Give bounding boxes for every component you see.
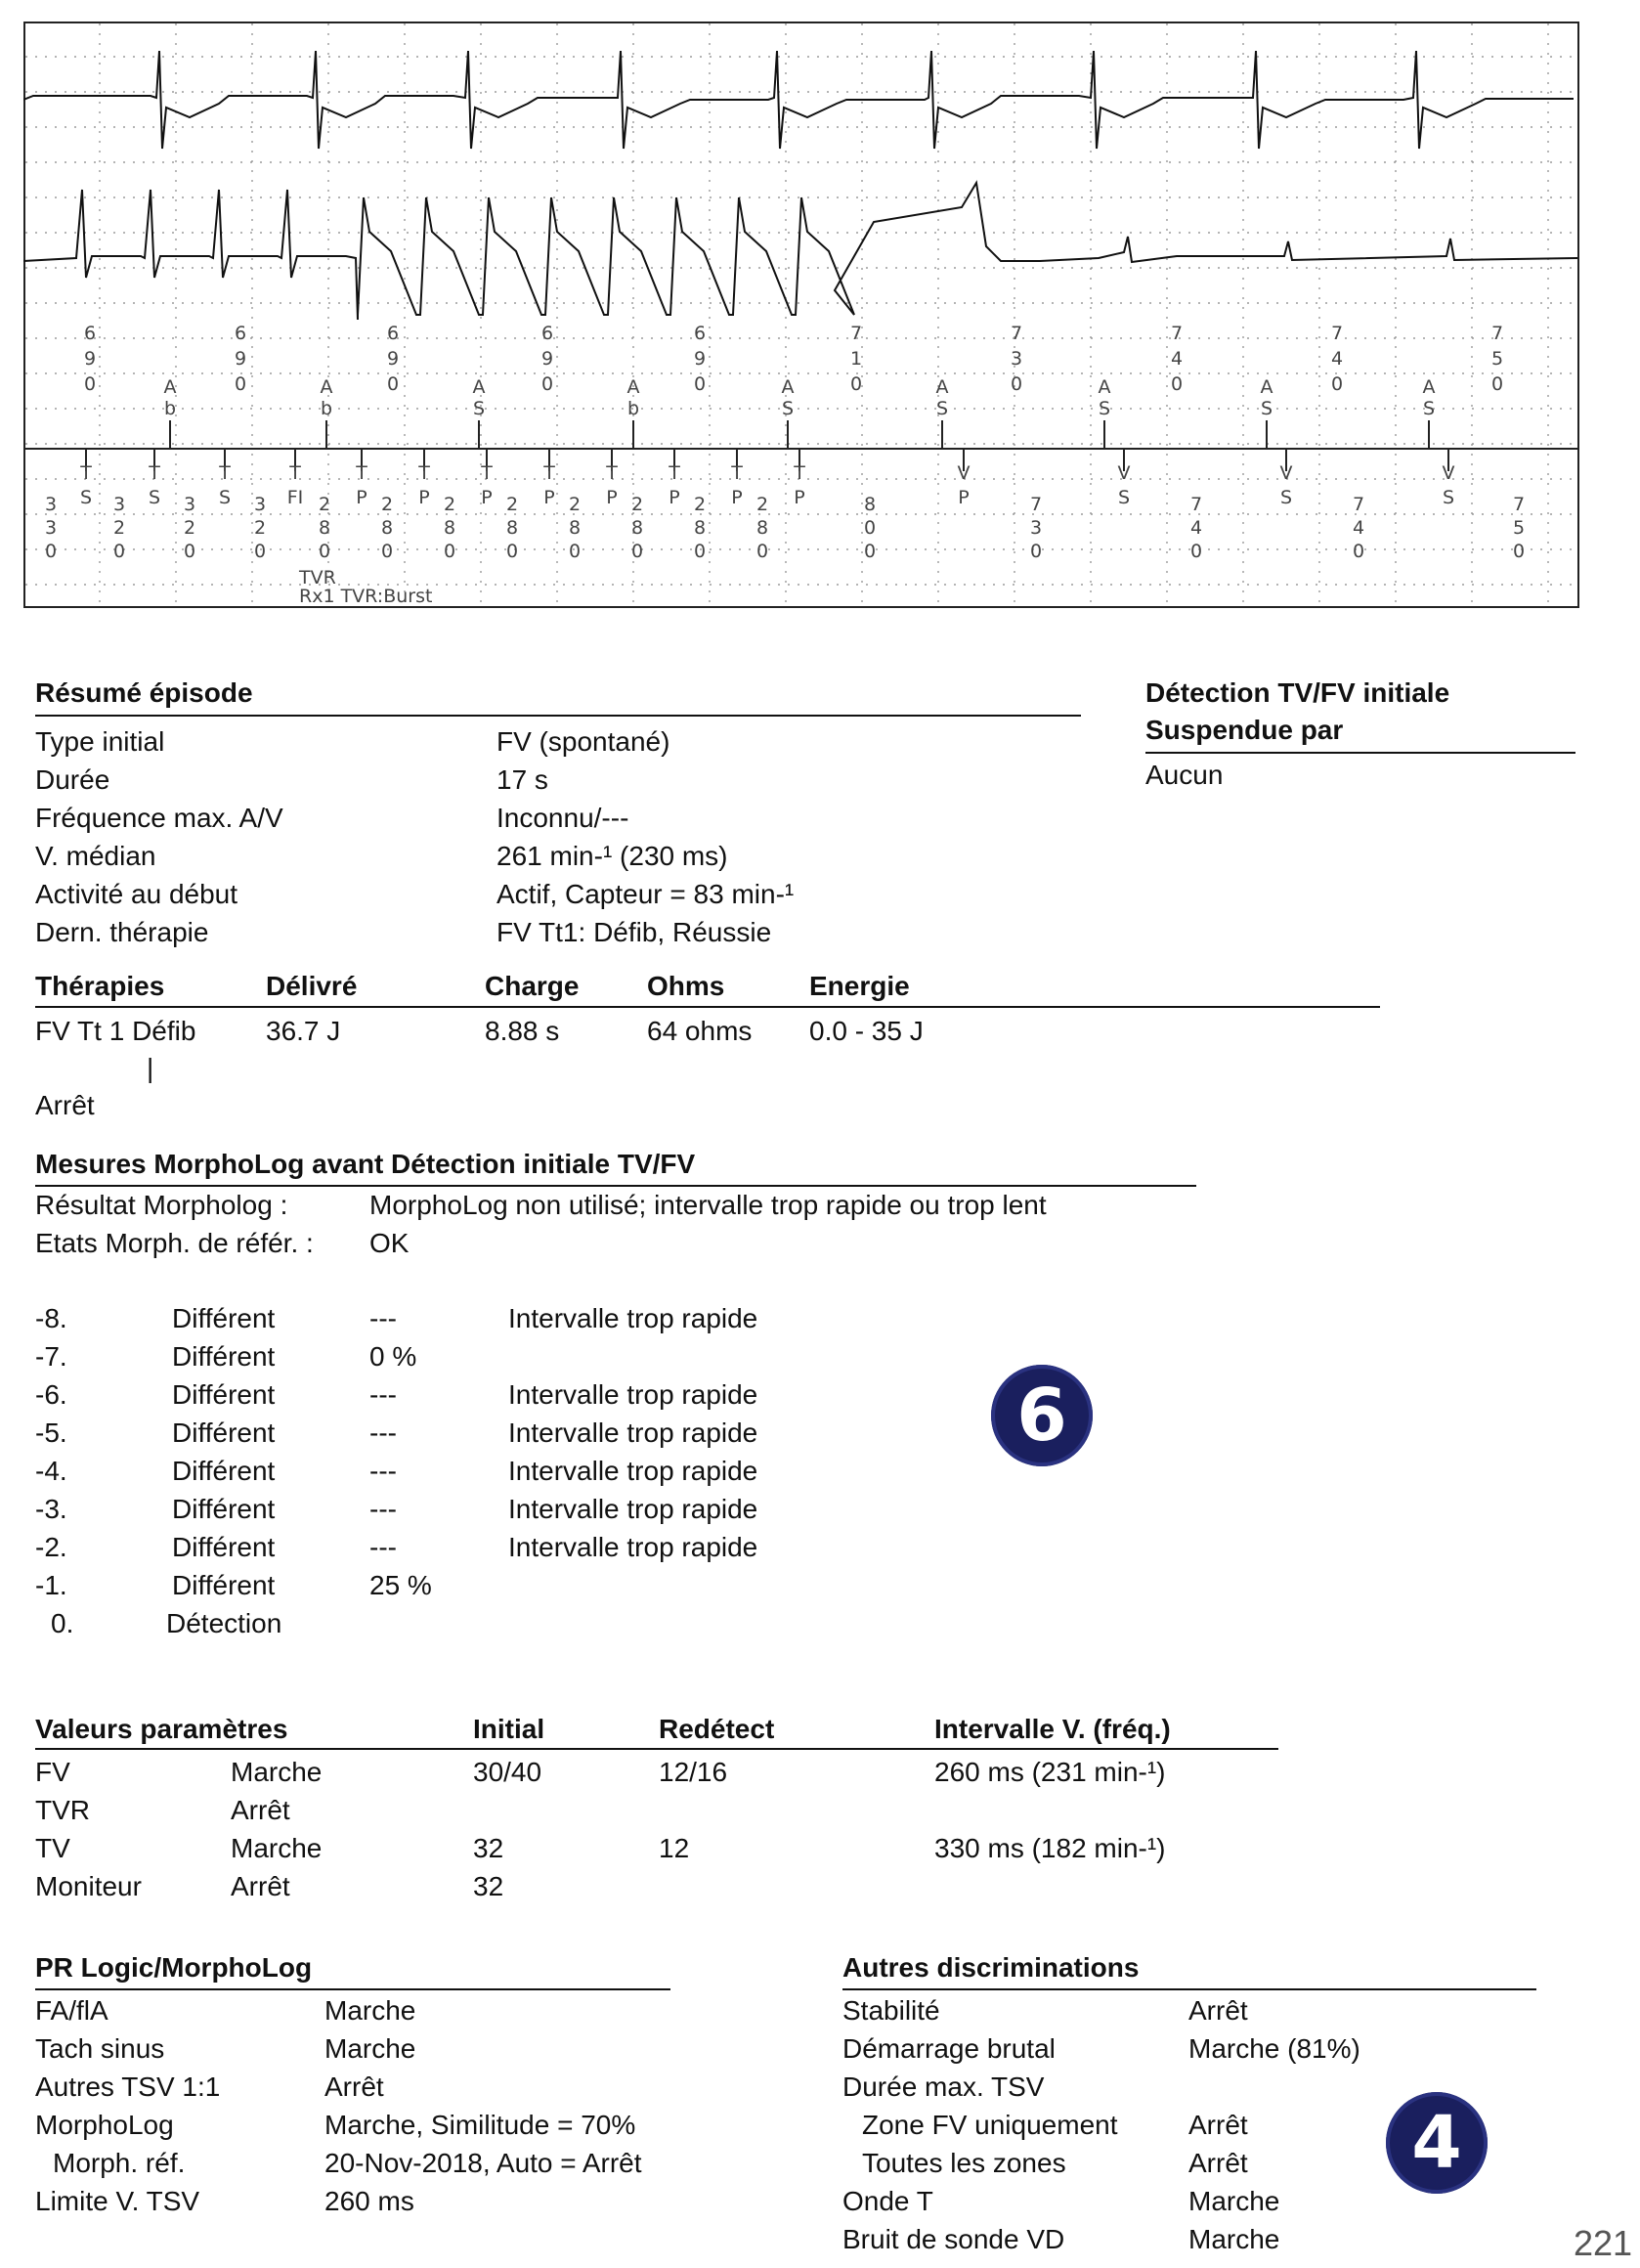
vent-marker-letter: T bbox=[669, 462, 680, 484]
vent-marker-letter: P bbox=[794, 487, 805, 508]
vent-interval-digit: 0 bbox=[505, 541, 519, 562]
vent-interval-digit: 8 bbox=[443, 517, 456, 539]
atrial-interval-digit: 0 bbox=[83, 373, 97, 395]
atrial-interval-digit: 0 bbox=[849, 373, 863, 395]
autres-value: Arrêt bbox=[1188, 2148, 1248, 2178]
autres-label: Stabilité bbox=[842, 1995, 940, 2026]
autres-rule bbox=[842, 1988, 1536, 1990]
atrial-interval-digit: 0 bbox=[540, 373, 554, 395]
atrial-interval-digit: 7 bbox=[1010, 323, 1023, 344]
egm-markers bbox=[45, 323, 1525, 562]
therapies-header-cell: Thérapies bbox=[35, 971, 165, 1001]
atrial-interval-digit: 0 bbox=[693, 373, 707, 395]
atrial-interval-digit: 1 bbox=[849, 348, 863, 370]
morpholog-index: 0. bbox=[51, 1608, 74, 1638]
morpholog-states-label: Etats Morph. de référ. : bbox=[35, 1228, 314, 1258]
morpholog-percent: --- bbox=[369, 1532, 397, 1562]
vent-marker-letter: V bbox=[1117, 462, 1131, 484]
atrial-interval-digit: 0 bbox=[234, 373, 247, 395]
morpholog-note: Intervalle trop rapide bbox=[508, 1303, 758, 1333]
autres-title: Autres discriminations bbox=[842, 1952, 1140, 1983]
morpholog-note: Intervalle trop rapide bbox=[508, 1494, 758, 1524]
atrial-marker-letter: A bbox=[1260, 376, 1273, 398]
prlogic-value: Arrêt bbox=[324, 2072, 384, 2102]
autres-label: Bruit de sonde VD bbox=[842, 2224, 1065, 2254]
vent-interval-digit: 4 bbox=[1352, 517, 1365, 539]
morpholog-status: Différent bbox=[172, 1341, 276, 1372]
atrial-marker-letter: b bbox=[320, 398, 333, 419]
vent-marker-letter: S bbox=[1442, 487, 1455, 508]
atrial-interval-digit: 0 bbox=[1490, 373, 1504, 395]
atrial-interval-digit: 3 bbox=[1010, 348, 1023, 370]
rx-annotation: Rx1 TVR:Burst bbox=[299, 586, 433, 607]
vent-interval-digit: 0 bbox=[183, 541, 196, 562]
vent-marker-letter: V bbox=[1442, 462, 1455, 484]
vent-interval-digit: 7 bbox=[1512, 494, 1526, 515]
vent-interval-digit: 0 bbox=[863, 541, 877, 562]
vent-interval-digit: 0 bbox=[863, 517, 877, 539]
vent-interval-digit: 7 bbox=[1029, 494, 1043, 515]
vent-interval-digit: 8 bbox=[380, 517, 394, 539]
atrial-interval-digit: 7 bbox=[1490, 323, 1504, 344]
params-redetect: 12 bbox=[659, 1833, 690, 1863]
therapies-cell: 64 ohms bbox=[647, 1016, 753, 1046]
morpholog-status: Différent bbox=[172, 1570, 276, 1600]
therapies-cell: 36.7 J bbox=[266, 1016, 341, 1046]
morpholog-result-label: Résultat Morpholog : bbox=[35, 1190, 288, 1220]
vent-marker-letter: T bbox=[418, 462, 430, 484]
resume-label: Activité au début bbox=[35, 879, 238, 909]
morpholog-status: Différent bbox=[172, 1494, 276, 1524]
vent-interval-digit: 7 bbox=[1352, 494, 1365, 515]
atrial-interval-digit: 7 bbox=[849, 323, 863, 344]
atrial-interval-digit: 7 bbox=[1170, 323, 1184, 344]
vent-interval-digit: 2 bbox=[443, 494, 456, 515]
morpholog-status: Détection bbox=[166, 1608, 282, 1638]
morpholog-index: -8. bbox=[35, 1303, 67, 1333]
vent-interval-digit: 0 bbox=[443, 541, 456, 562]
step-badge-4: 4 bbox=[1386, 2092, 1488, 2194]
vent-interval-digit: 2 bbox=[568, 494, 582, 515]
atrial-interval-digit: 7 bbox=[1330, 323, 1344, 344]
vent-interval-digit: 0 bbox=[1352, 541, 1365, 562]
vent-interval-digit: 0 bbox=[755, 541, 769, 562]
params-zone: TV bbox=[35, 1833, 70, 1863]
egm-strip bbox=[23, 22, 1579, 608]
vent-interval-digit: 3 bbox=[253, 494, 267, 515]
morpholog-index: -2. bbox=[35, 1532, 67, 1562]
morpholog-status: Différent bbox=[172, 1456, 276, 1486]
vent-marker-letter: P bbox=[356, 487, 367, 508]
prlogic-label: FA/flA bbox=[35, 1995, 108, 2026]
vent-marker-letter: P bbox=[958, 487, 970, 508]
params-header-cell: Intervalle V. (fréq.) bbox=[934, 1714, 1171, 1744]
resume-value: FV (spontané) bbox=[496, 726, 670, 757]
atrial-interval-digit: 9 bbox=[693, 348, 707, 370]
params-initial: 32 bbox=[473, 1833, 504, 1863]
atrial-interval-digit: 4 bbox=[1330, 348, 1344, 370]
vent-interval-digit: 2 bbox=[693, 494, 707, 515]
vent-interval-digit: 0 bbox=[380, 541, 394, 562]
vent-marker-letter: P bbox=[543, 487, 555, 508]
morpholog-percent: --- bbox=[369, 1379, 397, 1410]
atrial-interval-digit: 9 bbox=[540, 348, 554, 370]
vent-marker-letter: P bbox=[731, 487, 743, 508]
therapies-cell: 0.0 - 35 J bbox=[809, 1016, 924, 1046]
vent-interval-digit: 8 bbox=[630, 517, 644, 539]
prlogic-title: PR Logic/MorphoLog bbox=[35, 1952, 313, 1983]
page-number: 221 bbox=[1574, 2223, 1633, 2263]
vent-marker-letter: S bbox=[218, 487, 232, 508]
vent-marker-letter: S bbox=[79, 487, 93, 508]
autres-value: Arrêt bbox=[1188, 1995, 1248, 2026]
vent-interval-digit: 2 bbox=[318, 494, 331, 515]
morpholog-percent: 0 % bbox=[369, 1341, 417, 1372]
morpholog-note: Intervalle trop rapide bbox=[508, 1379, 758, 1410]
atrial-marker-letter: A bbox=[1422, 376, 1436, 398]
vent-interval-digit: 0 bbox=[1512, 541, 1526, 562]
morpholog-title: Mesures MorphoLog avant Détection initiale TV/FV bbox=[35, 1149, 696, 1179]
morpholog-percent: --- bbox=[369, 1418, 397, 1448]
params-zone: TVR bbox=[35, 1795, 90, 1825]
vent-marker-letter: P bbox=[418, 487, 430, 508]
autres-value: Marche bbox=[1188, 2224, 1280, 2254]
atrial-marker-letter: S bbox=[472, 398, 486, 419]
morpholog-states-value: OK bbox=[369, 1228, 410, 1258]
vent-marker-letter: P bbox=[481, 487, 493, 508]
atrial-interval-digit: 5 bbox=[1490, 348, 1504, 370]
atrial-interval-digit: 0 bbox=[1170, 373, 1184, 395]
prlogic-value: 20-Nov-2018, Auto = Arrêt bbox=[324, 2148, 642, 2178]
atrial-marker-letter: A bbox=[781, 376, 795, 398]
morpholog-index: -4. bbox=[35, 1456, 67, 1486]
morpholog-index: -1. bbox=[35, 1570, 67, 1600]
vent-marker-letter: V bbox=[1279, 462, 1293, 484]
vent-interval-digit: 2 bbox=[630, 494, 644, 515]
autres-label: Zone FV uniquement bbox=[862, 2110, 1118, 2140]
atrial-interval-digit: 6 bbox=[540, 323, 554, 344]
therapies-rule bbox=[35, 1006, 1380, 1008]
resume-label: Type initial bbox=[35, 726, 165, 757]
vent-interval-digit: 0 bbox=[253, 541, 267, 562]
vent-marker-letter: T bbox=[543, 462, 555, 484]
atrial-marker-letter: S bbox=[781, 398, 795, 419]
morpholog-index: -3. bbox=[35, 1494, 67, 1524]
therapies-header-cell: Energie bbox=[809, 971, 910, 1001]
morpholog-status: Différent bbox=[172, 1418, 276, 1448]
vent-marker-letter: S bbox=[148, 487, 161, 508]
vent-interval-digit: 2 bbox=[183, 517, 196, 539]
prlogic-value: 260 ms bbox=[324, 2186, 414, 2216]
atrial-marker-letter: b bbox=[163, 398, 177, 419]
vent-interval-digit: 2 bbox=[253, 517, 267, 539]
atrial-marker-letter: b bbox=[626, 398, 640, 419]
therapies-header-cell: Délivré bbox=[266, 971, 358, 1001]
vent-interval-digit: 0 bbox=[318, 541, 331, 562]
atrial-interval-digit: 6 bbox=[234, 323, 247, 344]
vent-interval-digit: 8 bbox=[568, 517, 582, 539]
detection-title-2: Suspendue par bbox=[1145, 715, 1344, 745]
params-header-cell: Valeurs paramètres bbox=[35, 1714, 288, 1744]
params-state: Marche bbox=[231, 1833, 323, 1863]
params-rule bbox=[35, 1748, 1278, 1750]
vent-interval-digit: 3 bbox=[44, 494, 58, 515]
autres-value: Marche bbox=[1188, 2186, 1280, 2216]
vent-marker-letter: T bbox=[149, 462, 160, 484]
vent-interval-digit: 0 bbox=[44, 541, 58, 562]
morpholog-percent: 25 % bbox=[369, 1570, 432, 1600]
atrial-marker-letter: A bbox=[320, 376, 333, 398]
atrial-marker-letter: S bbox=[935, 398, 949, 419]
vent-interval-digit: 2 bbox=[112, 517, 126, 539]
morpholog-note: Intervalle trop rapide bbox=[508, 1532, 758, 1562]
params-initial: 30/40 bbox=[473, 1757, 542, 1787]
prlogic-label: Morph. réf. bbox=[53, 2148, 186, 2178]
vent-marker-letter: S bbox=[1117, 487, 1131, 508]
vent-interval-digit: 0 bbox=[630, 541, 644, 562]
tvr-annotation: TVR bbox=[299, 567, 336, 589]
params-initial: 32 bbox=[473, 1871, 504, 1901]
vent-interval-digit: 0 bbox=[1029, 541, 1043, 562]
therapies-cell: 8.88 s bbox=[485, 1016, 560, 1046]
vent-marker-letter: T bbox=[80, 462, 92, 484]
vent-interval-digit: 3 bbox=[183, 494, 196, 515]
prlogic-label: Tach sinus bbox=[35, 2033, 165, 2064]
prlogic-label: Autres TSV 1:1 bbox=[35, 2072, 221, 2102]
resume-value: 261 min-¹ (230 ms) bbox=[496, 841, 728, 871]
atrial-marker-letter: A bbox=[472, 376, 486, 398]
atrial-interval-digit: 0 bbox=[1010, 373, 1023, 395]
resume-title: Résumé épisode bbox=[35, 677, 253, 708]
morpholog-percent: --- bbox=[369, 1303, 397, 1333]
morpholog-result-value: MorphoLog non utilisé; intervalle trop rapide ou trop lent bbox=[369, 1190, 1047, 1220]
vent-marker-letter: T bbox=[289, 462, 301, 484]
resume-label: Fréquence max. A/V bbox=[35, 803, 283, 833]
atrial-marker-letter: A bbox=[935, 376, 949, 398]
vent-interval-digit: 5 bbox=[1512, 517, 1526, 539]
therapy-stop: Arrêt bbox=[35, 1090, 95, 1120]
atrial-interval-digit: 9 bbox=[234, 348, 247, 370]
autres-value: Arrêt bbox=[1188, 2110, 1248, 2140]
atrial-marker-letter: S bbox=[1098, 398, 1111, 419]
resume-value: 17 s bbox=[496, 764, 548, 795]
vent-marker-letter: P bbox=[669, 487, 680, 508]
vent-marker-letter: T bbox=[219, 462, 231, 484]
vent-interval-digit: 3 bbox=[112, 494, 126, 515]
atrial-marker-letter: A bbox=[626, 376, 640, 398]
morpholog-note: Intervalle trop rapide bbox=[508, 1418, 758, 1448]
atrial-marker-letter: A bbox=[1098, 376, 1111, 398]
atrial-interval-digit: 6 bbox=[693, 323, 707, 344]
prlogic-value: Marche, Similitude = 70% bbox=[324, 2110, 636, 2140]
vent-interval-digit: 0 bbox=[693, 541, 707, 562]
atrial-egm-trace bbox=[23, 51, 1574, 149]
morpholog-status: Différent bbox=[172, 1379, 276, 1410]
vent-marker-letter: T bbox=[606, 462, 618, 484]
therapies-cell: FV Tt 1 Défib bbox=[35, 1016, 196, 1046]
therapies-header-cell: Ohms bbox=[647, 971, 725, 1001]
resume-value: Inconnu/--- bbox=[496, 803, 629, 833]
params-zone: FV bbox=[35, 1757, 70, 1787]
morpholog-index: -5. bbox=[35, 1418, 67, 1448]
resume-label: V. médian bbox=[35, 841, 156, 871]
atrial-marker-letter: S bbox=[1260, 398, 1273, 419]
detection-title-1: Détection TV/FV initiale bbox=[1145, 677, 1450, 708]
vent-interval-digit: 2 bbox=[505, 494, 519, 515]
params-state: Marche bbox=[231, 1757, 323, 1787]
resume-rule bbox=[35, 715, 1081, 717]
params-header-cell: Initial bbox=[473, 1714, 545, 1744]
morpholog-index: -7. bbox=[35, 1341, 67, 1372]
atrial-interval-digit: 6 bbox=[386, 323, 400, 344]
therapies-header-cell: Charge bbox=[485, 971, 580, 1001]
resume-label: Durée bbox=[35, 764, 110, 795]
morpholog-index: -6. bbox=[35, 1379, 67, 1410]
atrial-marker-letter: S bbox=[1422, 398, 1436, 419]
vent-marker-letter: FI bbox=[286, 487, 304, 508]
autres-label: Onde T bbox=[842, 2186, 933, 2216]
prlogic-label: Limite V. TSV bbox=[35, 2186, 200, 2216]
atrial-interval-digit: 6 bbox=[83, 323, 97, 344]
atrial-interval-digit: 0 bbox=[1330, 373, 1344, 395]
params-interval: 330 ms (182 min-¹) bbox=[934, 1833, 1166, 1863]
autres-label: Durée max. TSV bbox=[842, 2072, 1045, 2102]
prlogic-label: MorphoLog bbox=[35, 2110, 174, 2140]
vent-interval-digit: 8 bbox=[755, 517, 769, 539]
vent-marker-letter: T bbox=[731, 462, 743, 484]
vent-interval-digit: 0 bbox=[1189, 541, 1203, 562]
params-zone: Moniteur bbox=[35, 1871, 142, 1901]
vent-interval-digit: 7 bbox=[1189, 494, 1203, 515]
params-header-cell: Redétect bbox=[659, 1714, 775, 1744]
detection-rule bbox=[1145, 752, 1575, 754]
vent-interval-digit: 3 bbox=[1029, 517, 1043, 539]
vent-marker-letter: V bbox=[957, 462, 971, 484]
atrial-interval-digit: 0 bbox=[386, 373, 400, 395]
detection-value: Aucun bbox=[1145, 760, 1224, 790]
vent-interval-digit: 8 bbox=[505, 517, 519, 539]
vent-marker-letter: T bbox=[794, 462, 805, 484]
vent-interval-digit: 8 bbox=[863, 494, 877, 515]
params-redetect: 12/16 bbox=[659, 1757, 728, 1787]
vent-interval-digit: 2 bbox=[755, 494, 769, 515]
vent-interval-digit: 3 bbox=[44, 517, 58, 539]
resume-value: Actif, Capteur = 83 min-¹ bbox=[496, 879, 795, 909]
atrial-marker-letter: A bbox=[163, 376, 177, 398]
resume-value: FV Tt1: Défib, Réussie bbox=[496, 917, 772, 947]
morpholog-status: Différent bbox=[172, 1532, 276, 1562]
step-badge-6: 6 bbox=[991, 1365, 1093, 1466]
therapy-bar: | bbox=[147, 1053, 154, 1083]
vent-marker-letter: S bbox=[1279, 487, 1293, 508]
atrial-interval-digit: 9 bbox=[386, 348, 400, 370]
params-interval: 260 ms (231 min-¹) bbox=[934, 1757, 1166, 1787]
vent-interval-digit: 8 bbox=[318, 517, 331, 539]
prlogic-rule bbox=[35, 1988, 670, 1990]
vent-interval-digit: 8 bbox=[693, 517, 707, 539]
vent-interval-digit: 2 bbox=[380, 494, 394, 515]
autres-label: Toutes les zones bbox=[862, 2148, 1066, 2178]
morpholog-percent: --- bbox=[369, 1456, 397, 1486]
autres-label: Démarrage brutal bbox=[842, 2033, 1056, 2064]
vent-interval-digit: 4 bbox=[1189, 517, 1203, 539]
vent-interval-digit: 0 bbox=[568, 541, 582, 562]
resume-label: Dern. thérapie bbox=[35, 917, 209, 947]
atrial-interval-digit: 9 bbox=[83, 348, 97, 370]
ventricular-egm-trace bbox=[23, 183, 1577, 320]
morpholog-note: Intervalle trop rapide bbox=[508, 1456, 758, 1486]
vent-marker-letter: T bbox=[356, 462, 367, 484]
vent-marker-letter: T bbox=[481, 462, 493, 484]
prlogic-value: Marche bbox=[324, 1995, 416, 2026]
autres-value: Marche (81%) bbox=[1188, 2033, 1360, 2064]
morpholog-status: Différent bbox=[172, 1303, 276, 1333]
params-state: Arrêt bbox=[231, 1795, 290, 1825]
vent-interval-digit: 0 bbox=[112, 541, 126, 562]
prlogic-value: Marche bbox=[324, 2033, 416, 2064]
morpholog-percent: --- bbox=[369, 1494, 397, 1524]
params-state: Arrêt bbox=[231, 1871, 290, 1901]
atrial-interval-digit: 4 bbox=[1170, 348, 1184, 370]
vent-marker-letter: P bbox=[606, 487, 618, 508]
